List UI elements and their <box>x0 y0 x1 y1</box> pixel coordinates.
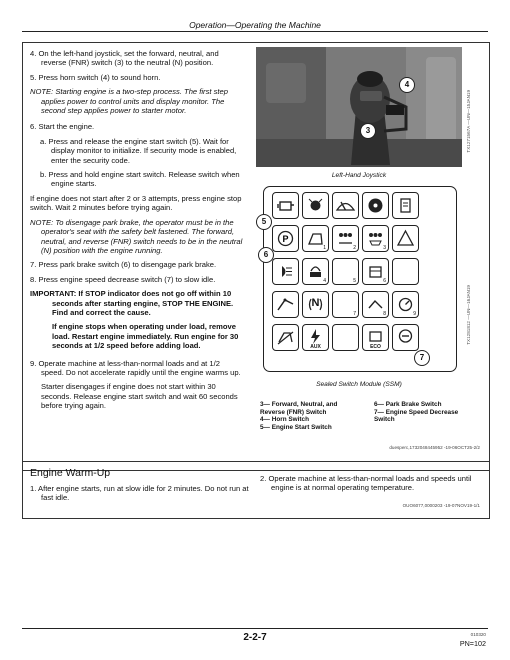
key-number-3: 3 <box>383 245 386 251</box>
warmup-title: Engine Warm-Up <box>30 467 111 479</box>
work-light-icon <box>273 259 298 284</box>
boom-icon <box>273 292 298 317</box>
wiper-key <box>332 192 359 219</box>
ssm-caption: Sealed Switch Module (SSM) <box>316 381 402 388</box>
key-r2c5 <box>392 225 419 252</box>
key-r5c1 <box>272 324 299 351</box>
control-icon <box>303 193 328 218</box>
engine-speed-decrease-key <box>392 324 419 351</box>
key-r1c5 <box>392 192 419 219</box>
legend-5: 5— Engine Start Switch <box>260 423 332 431</box>
panel-icon <box>393 193 418 218</box>
engine-start-key <box>272 192 299 219</box>
speed-decrease-icon <box>393 325 418 350</box>
warmup-reference: OUO6077,0000203 -19-07NOV19-1/1 <box>402 503 480 508</box>
fan-key <box>362 192 389 219</box>
eco-key <box>362 324 389 351</box>
key-r4c5 <box>392 291 419 318</box>
key-r4c1 <box>272 291 299 318</box>
legend-4: 4— Horn Switch <box>260 416 310 424</box>
key-r2c3 <box>332 225 359 252</box>
key-number-5: 5 <box>353 278 356 284</box>
page-header: Operation—Operating the Machine <box>189 20 321 30</box>
key-r2c4 <box>362 225 389 252</box>
paragraph-retry: If engine does not start after 2 or 3 attempts, press engine stop switch. Wait 2 minutes before trying again. <box>30 193 242 213</box>
ssm-figure-id: TX1281812 —UN—16JAN19 <box>466 285 471 345</box>
step-6b: b. Press and hold engine start switch. Release switch when engine starts. <box>40 170 240 189</box>
note-two-step: NOTE: Starting engine is a two-step process. The first step applies power to control units and display monitor. The second step applies power to starter motor. <box>30 87 228 116</box>
procedure-reference: duesperc,1732048445952 -19-06OCT25-2/2 <box>389 445 480 450</box>
paragraph-starter: Starter disengages if engine does not start within 30 seconds. Release engine start switch and wait 60 seconds before trying again. <box>41 382 238 411</box>
footer-code: 010320 <box>470 632 486 637</box>
wiper-icon <box>333 193 358 218</box>
key-number-9: 9 <box>413 311 416 317</box>
callout-3: 3 <box>360 123 376 139</box>
footer-pn: PN=102 <box>459 639 486 648</box>
step-5: 5. Press horn switch (4) to sound horn. <box>30 72 161 82</box>
callout-7: 7 <box>414 350 430 366</box>
important-notice: IMPORTANT: If STOP indicator does not go off within 10 seconds after starting engine, STOP THE ENGINE. Find and correct the cause. <box>30 289 234 317</box>
aux-key <box>302 324 329 351</box>
warning-icon <box>393 226 418 251</box>
callout-4: 4 <box>399 77 415 93</box>
key-number-4: 4 <box>323 278 326 284</box>
key-r3c3 <box>332 258 359 285</box>
fnr-key <box>302 291 329 318</box>
park-brake-key <box>272 225 299 252</box>
key-number-1: 1 <box>323 245 326 251</box>
key-r5c3 <box>332 324 359 351</box>
key-number-2: 2 <box>353 245 356 251</box>
key-r2c2 <box>302 225 329 252</box>
key-r4c4 <box>362 291 389 318</box>
blank-icon <box>393 259 418 284</box>
note-park-brake: NOTE: To disengage park brake, the operator must be in the operator's seat with the safety belt fastened. The forward, neutral, and reverse (FNR) switch needs to be in the neutral (N) position with the engine running. <box>30 217 243 255</box>
key-r3c4 <box>362 258 389 285</box>
joystick-photo <box>256 47 462 167</box>
legend-left <box>260 401 360 431</box>
step-7: 7. Press park brake switch (6) to disengage park brake. <box>30 260 217 270</box>
procedure-text <box>30 49 243 411</box>
eco-label: ECO <box>370 344 381 350</box>
step-6a: a. Press and release the engine start switch (5). Wait for display monitor to initialize. If security mode is enabled, enter the security code. <box>40 136 237 165</box>
header-rule <box>22 31 488 32</box>
joystick-caption: Left-Hand Joystick <box>331 172 387 179</box>
important-load: If engine stops when operating under load, remove load. Restart engine immediately. Run engine for 30 seconds at 1/2 speed before adding load. <box>52 322 239 351</box>
key-number-6: 6 <box>383 278 386 284</box>
svg-text:P: P <box>282 234 289 244</box>
legend-7: 7— Engine Speed Decrease Switch <box>374 408 459 424</box>
footer-rule <box>22 628 488 629</box>
ride-control-icon <box>273 325 298 350</box>
key-r3c1 <box>272 258 299 285</box>
page-number: 2-2-7 <box>243 632 267 643</box>
step-4: 4. On the left-hand joystick, set the forward, neutral, and reverse (FNR) switch (3) to the neutral (N) position. <box>30 49 219 68</box>
step-8: 8. Press engine speed decrease switch (7) to slow idle. <box>30 274 216 284</box>
key-r3c5 <box>392 258 419 285</box>
engine-icon <box>273 193 298 218</box>
legend-right <box>374 401 474 424</box>
fan-icon <box>363 193 388 218</box>
joystick-illustration <box>256 47 462 167</box>
switch-module <box>263 186 457 372</box>
callout-5: 5 <box>256 214 272 230</box>
key-number-7: 7 <box>353 311 356 317</box>
warmup-step-2: 2. Operate machine at less-than-normal loads and speeds until engine is at normal operating temperature. <box>260 474 472 493</box>
key-r4c3 <box>332 291 359 318</box>
callout-6: 6 <box>258 247 274 263</box>
key-r1c2 <box>302 192 329 219</box>
step-6: 6. Start the engine. <box>30 122 95 132</box>
joystick-figure-id: TX1271567A —UN—15JAN19 <box>466 90 471 153</box>
warmup-step-1: 1. After engine starts, run at slow idle for 2 minutes. Do not run at fast idle. <box>30 484 249 503</box>
key-number-8: 8 <box>383 311 386 317</box>
step-9: 9. Operate machine at less-than-normal loads and at 1/2 speed. Do not accelerate rapidly until the engine warms up. <box>30 358 241 377</box>
fnr-key-label: N <box>311 297 320 309</box>
aux-label: AUX <box>310 344 321 350</box>
legend-3: 3— Forward, Neutral, and Reverse (FNR) Switch <box>260 401 338 416</box>
blank-icon <box>333 325 358 350</box>
park-brake-icon <box>273 226 298 251</box>
legend-6: 6— Park Brake Switch <box>374 401 442 408</box>
key-r3c2 <box>302 258 329 285</box>
